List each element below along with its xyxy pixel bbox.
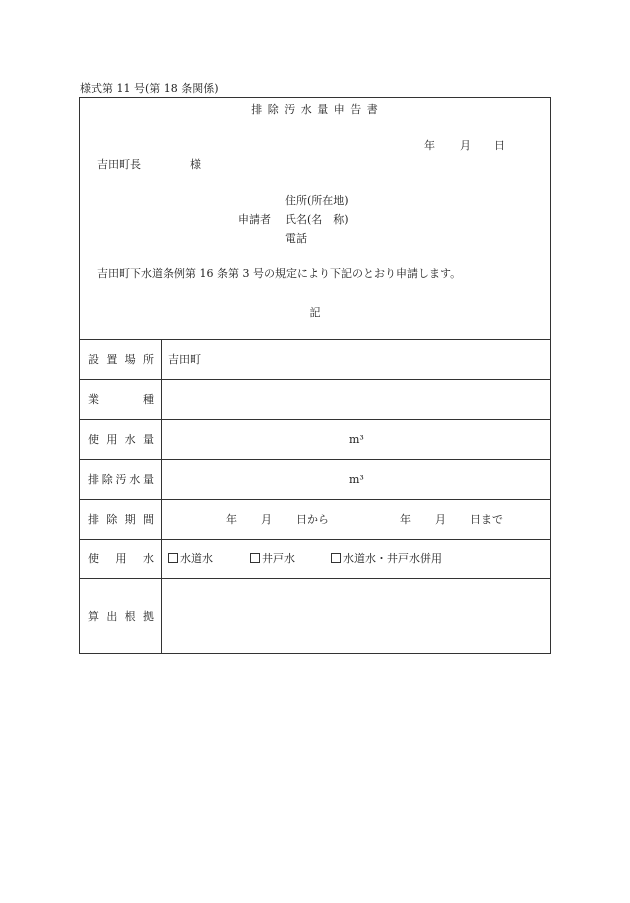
label-char: 水 — [143, 552, 154, 565]
basis-label — [88, 611, 154, 622]
period-from-day: 日から — [296, 513, 329, 526]
basis-field[interactable] — [168, 586, 544, 648]
label-char: 場 — [124, 353, 136, 366]
label-char: 除 — [101, 473, 113, 486]
label-char: 量 — [142, 433, 154, 446]
label-char: 水 — [124, 433, 136, 446]
label-char: 業 — [88, 393, 99, 406]
note-heading: 記 — [309, 306, 321, 319]
applicant-address-label: 住所(所在地) — [285, 194, 349, 207]
label-char: 根 — [124, 610, 136, 623]
row-divider — [80, 499, 550, 500]
label-char: 設 — [88, 353, 99, 366]
label-char: 使 — [88, 552, 99, 565]
row-divider — [80, 419, 550, 420]
water-source-option-both[interactable]: 水道水・井戸水併用 — [331, 553, 442, 564]
label-char: 除 — [106, 513, 118, 526]
period-from-month: 月 — [261, 513, 272, 526]
form-title: 排 除 汚 水 量 申 告 書 — [251, 103, 379, 116]
industry-field[interactable] — [168, 388, 544, 414]
water-source-label — [88, 553, 154, 564]
declaration-form — [79, 97, 551, 654]
label-char: 間 — [142, 513, 154, 526]
row-divider — [80, 539, 550, 540]
label-char: 用 — [115, 552, 127, 565]
period-to-day: 日まで — [470, 513, 503, 526]
application-statement: 吉田町下水道条例第 16 条第 3 号の規定により下記のとおり申請します。 — [97, 267, 462, 280]
date-year-label: 年 — [424, 139, 435, 152]
applicant-name-label: 氏名(名 称) — [285, 213, 349, 226]
period-to-year: 年 — [400, 513, 411, 526]
label-char: 期 — [124, 513, 136, 526]
checkbox-icon — [168, 553, 178, 563]
label-char: 出 — [106, 610, 118, 623]
addressee-honorific: 様 — [190, 158, 201, 171]
date-day-label: 日 — [494, 139, 505, 152]
label-char: 所 — [142, 353, 154, 366]
row-divider — [80, 578, 550, 579]
label-char: 排 — [88, 513, 99, 526]
date-month-label: 月 — [460, 139, 471, 152]
label-char: 排 — [88, 473, 99, 486]
addressee-name: 吉田町長 — [97, 158, 141, 171]
water-source-option-well[interactable]: 井戸水 — [250, 553, 295, 564]
period-label — [88, 514, 154, 525]
applicant-label: 申請者 — [238, 213, 271, 226]
water-used-label — [88, 434, 154, 445]
label-char: 水 — [129, 473, 141, 486]
location-label — [88, 354, 154, 365]
wastewater-unit: m³ — [349, 473, 364, 486]
water-source-option-tap[interactable]: 水道水 — [168, 553, 213, 564]
wastewater-label — [88, 474, 154, 485]
location-value: 吉田町 — [168, 353, 201, 366]
label-char: 使 — [88, 433, 99, 446]
checkbox-icon — [250, 553, 260, 563]
form-number: 様式第 11 号(第 18 条関係) — [80, 82, 219, 95]
label-char: 汚 — [115, 473, 127, 486]
period-from-year: 年 — [226, 513, 237, 526]
row-divider — [80, 379, 550, 380]
table-top-border — [80, 339, 550, 340]
label-char: 算 — [88, 610, 99, 623]
label-char: 置 — [106, 353, 118, 366]
label-char: 量 — [143, 473, 154, 486]
label-char: 拠 — [142, 610, 154, 623]
water-used-unit: m³ — [349, 433, 364, 446]
column-divider — [161, 339, 162, 653]
period-to-month: 月 — [435, 513, 446, 526]
applicant-phone-label: 電話 — [285, 232, 307, 245]
checkbox-icon — [331, 553, 341, 563]
label-char: 種 — [143, 393, 154, 406]
label-char: 用 — [106, 433, 118, 446]
row-divider — [80, 459, 550, 460]
industry-label — [88, 394, 154, 405]
